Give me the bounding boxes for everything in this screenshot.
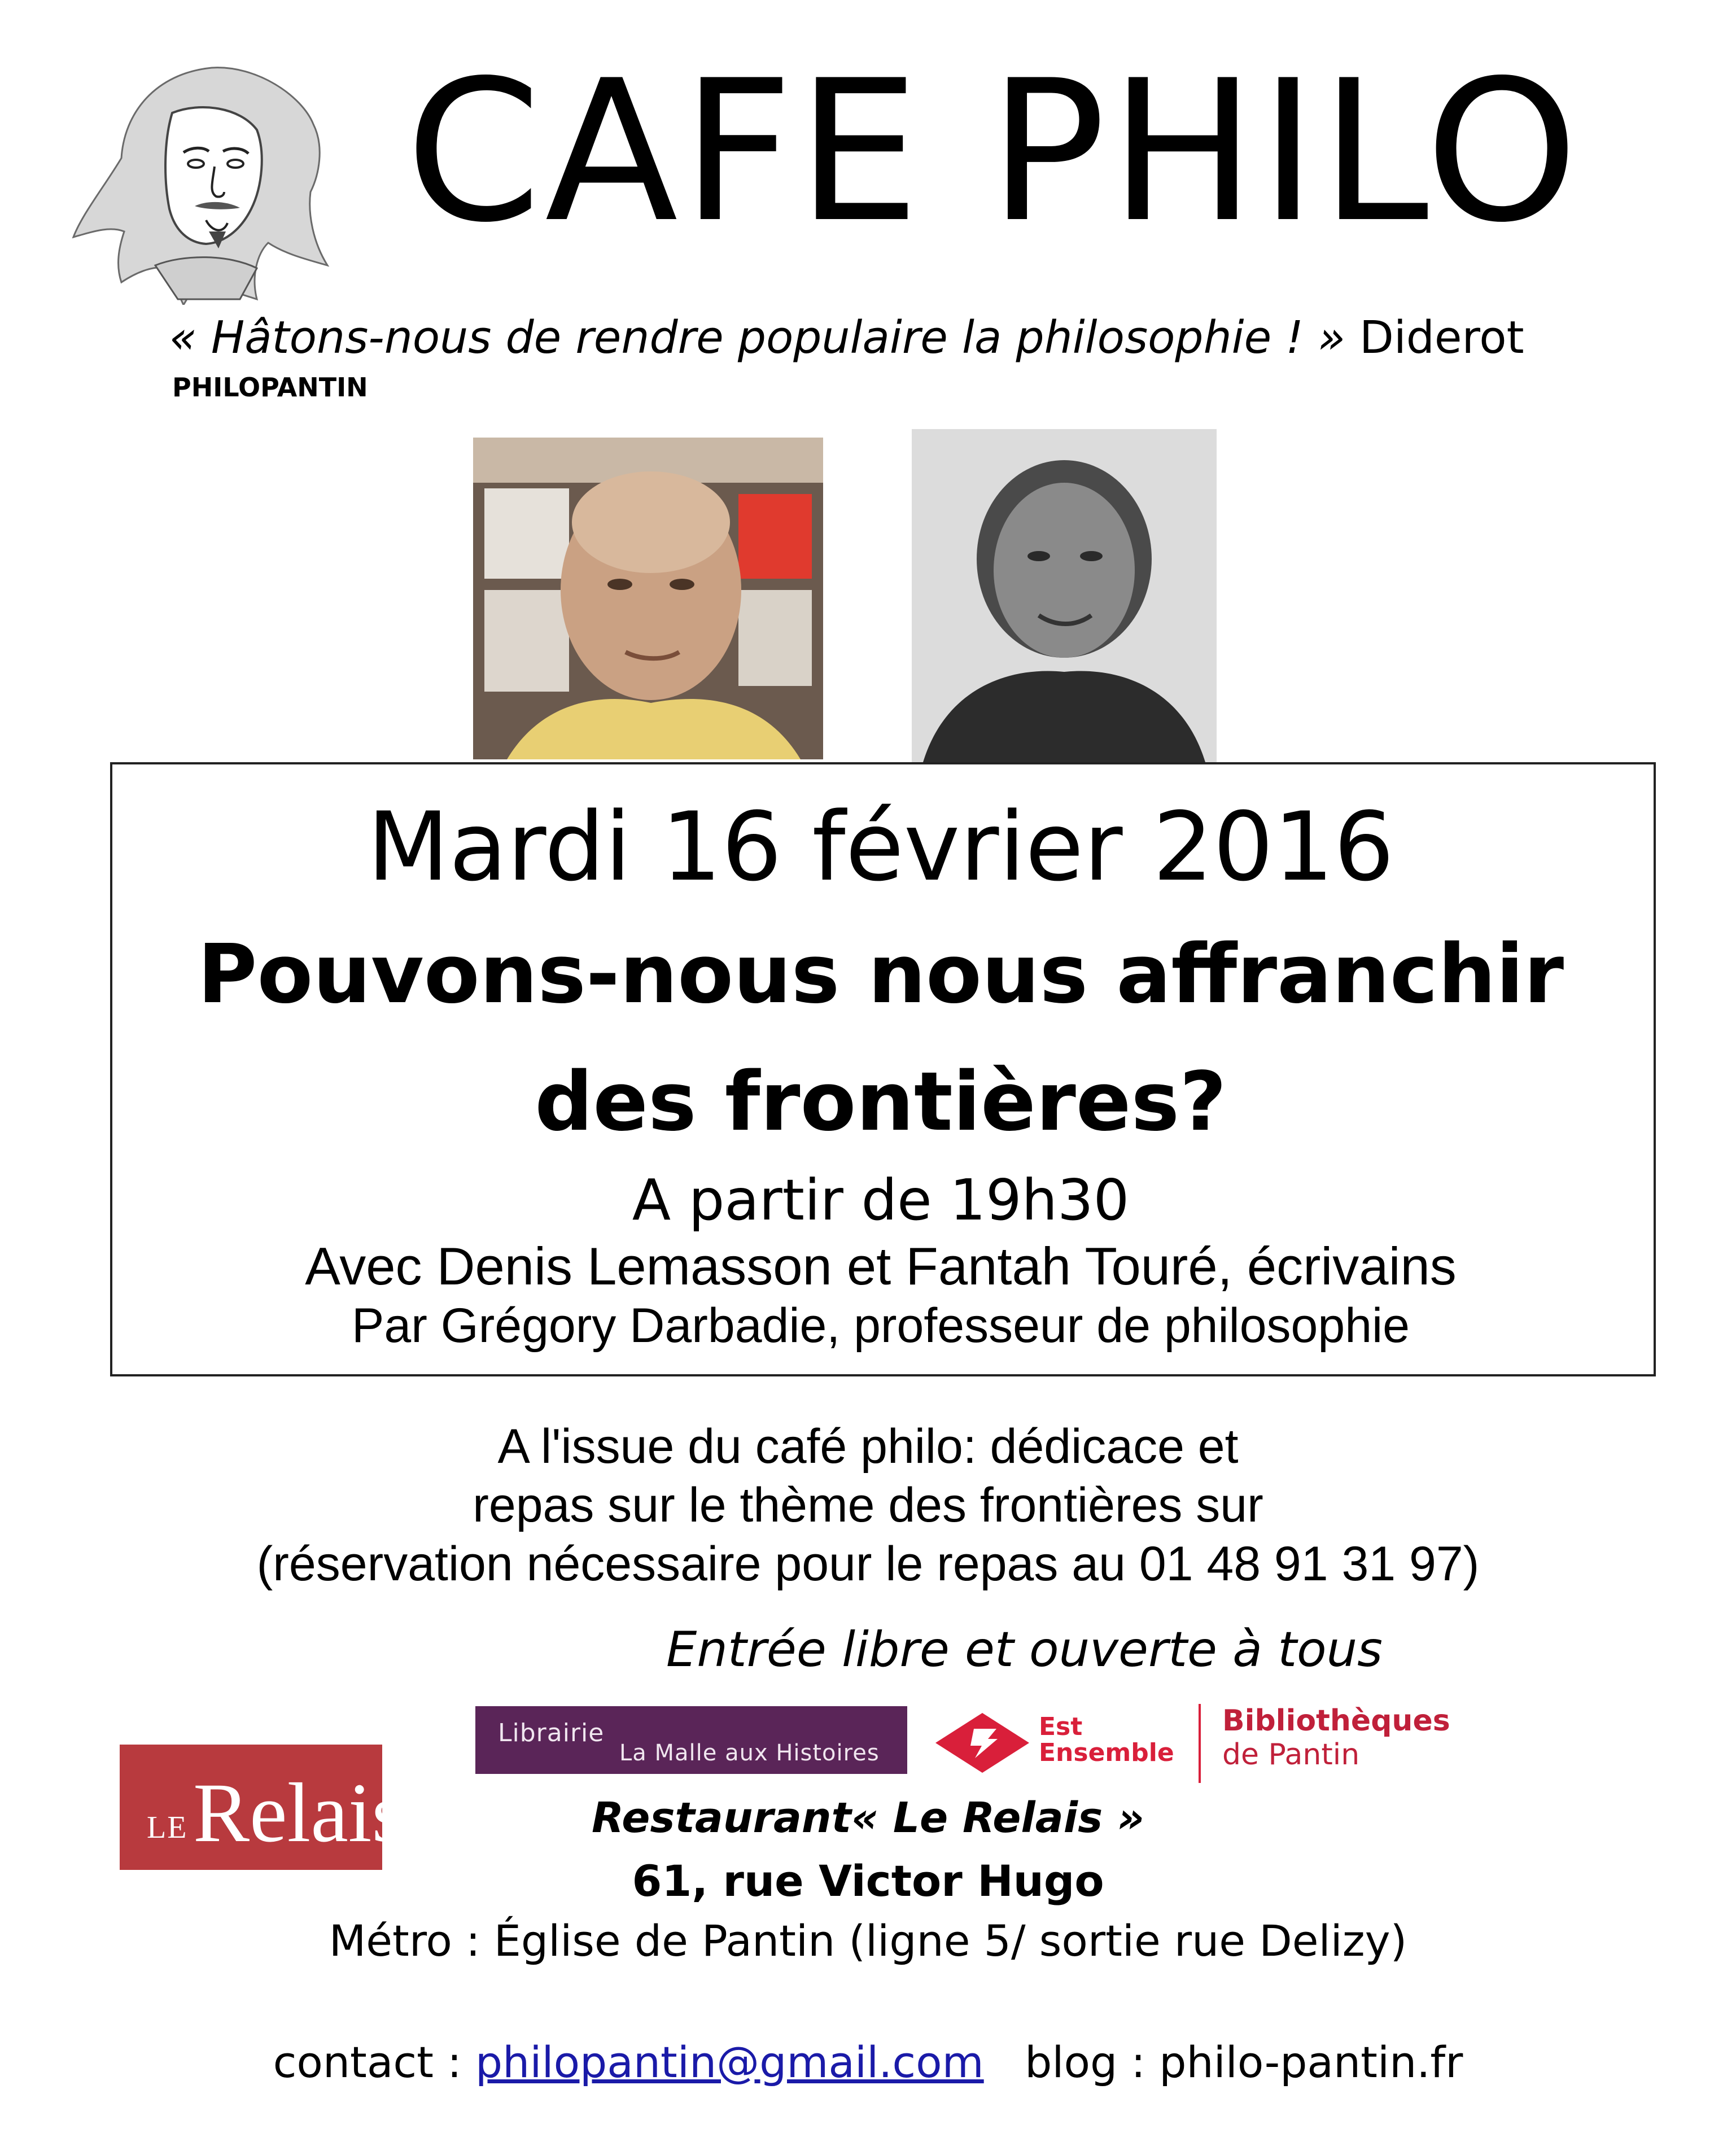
librairie-logo-line-1: Librairie [498, 1719, 605, 1747]
contact-email-link[interactable]: philopantin@gmail.com [475, 2037, 984, 2087]
quote-text: « Hâtons-nous de rendre populaire la philosophie ! » [169, 312, 1345, 364]
quote-line [169, 309, 1615, 366]
blog-url: philo-pantin.fr [1159, 2037, 1463, 2087]
after-event-line-2: repas sur le thème des frontières sur [473, 1478, 1263, 1532]
contact-label: contact : [273, 2037, 462, 2087]
biblio-logo-line-2: de Pantin [1222, 1738, 1360, 1772]
relais-logo-le: LE [147, 1810, 188, 1845]
partner-divider [1199, 1704, 1201, 1783]
blog-label: blog : [1025, 2037, 1146, 2087]
after-event-line-1: A l'issue du café philo: dédicace et [497, 1419, 1239, 1474]
librairie-logo [475, 1706, 907, 1774]
venue-name: Restaurant« Le Relais » [591, 1794, 1145, 1842]
reservation-line: (réservation nécessaire pour le repas au 01 48 91 31 97) [256, 1537, 1480, 1591]
organizer-name: PHILOPANTIN [172, 372, 368, 403]
bibliotheques-logo [1222, 1704, 1450, 1772]
event-question-line-2: des frontières? [535, 1054, 1227, 1149]
est-logo-line-2: Ensemble [1039, 1738, 1174, 1767]
relais-logo-name: Relais [193, 1766, 405, 1860]
contact-line [0, 2035, 1736, 2090]
event-question-line-1: Pouvons-nous nous affranchir [197, 926, 1564, 1021]
event-date: Mardi 16 février 2016 [367, 792, 1394, 902]
event-time: A partir de 19h30 [632, 1167, 1130, 1233]
est-logo-line-1: Est [1039, 1712, 1083, 1741]
event-guests: Avec Denis Lemasson et Fantah Touré, écrivains [305, 1236, 1457, 1296]
est-ensemble-diamond-icon [934, 1712, 1030, 1774]
page-title: CAFE PHILO [405, 39, 1582, 265]
biblio-logo-line-1: Bibliothèques [1222, 1704, 1450, 1738]
est-ensemble-logo [934, 1705, 1174, 1778]
venue-address: 61, rue Victor Hugo [632, 1856, 1104, 1906]
event-host: Par Grégory Darbadie, professeur de philosophie [352, 1299, 1410, 1353]
photo-denis-lemasson [473, 438, 823, 759]
shakespeare-sketch-icon [71, 62, 330, 305]
librairie-logo-line-2: La Malle aux Histoires [619, 1740, 880, 1766]
venue-metro: Métro : Église de Pantin (ligne 5/ sortie rue Delizy) [329, 1916, 1407, 1966]
entry-note: Entrée libre et ouverte à tous [666, 1621, 1383, 1678]
quote-author: Diderot [1359, 312, 1524, 364]
photo-fantah-toure [912, 429, 1217, 762]
